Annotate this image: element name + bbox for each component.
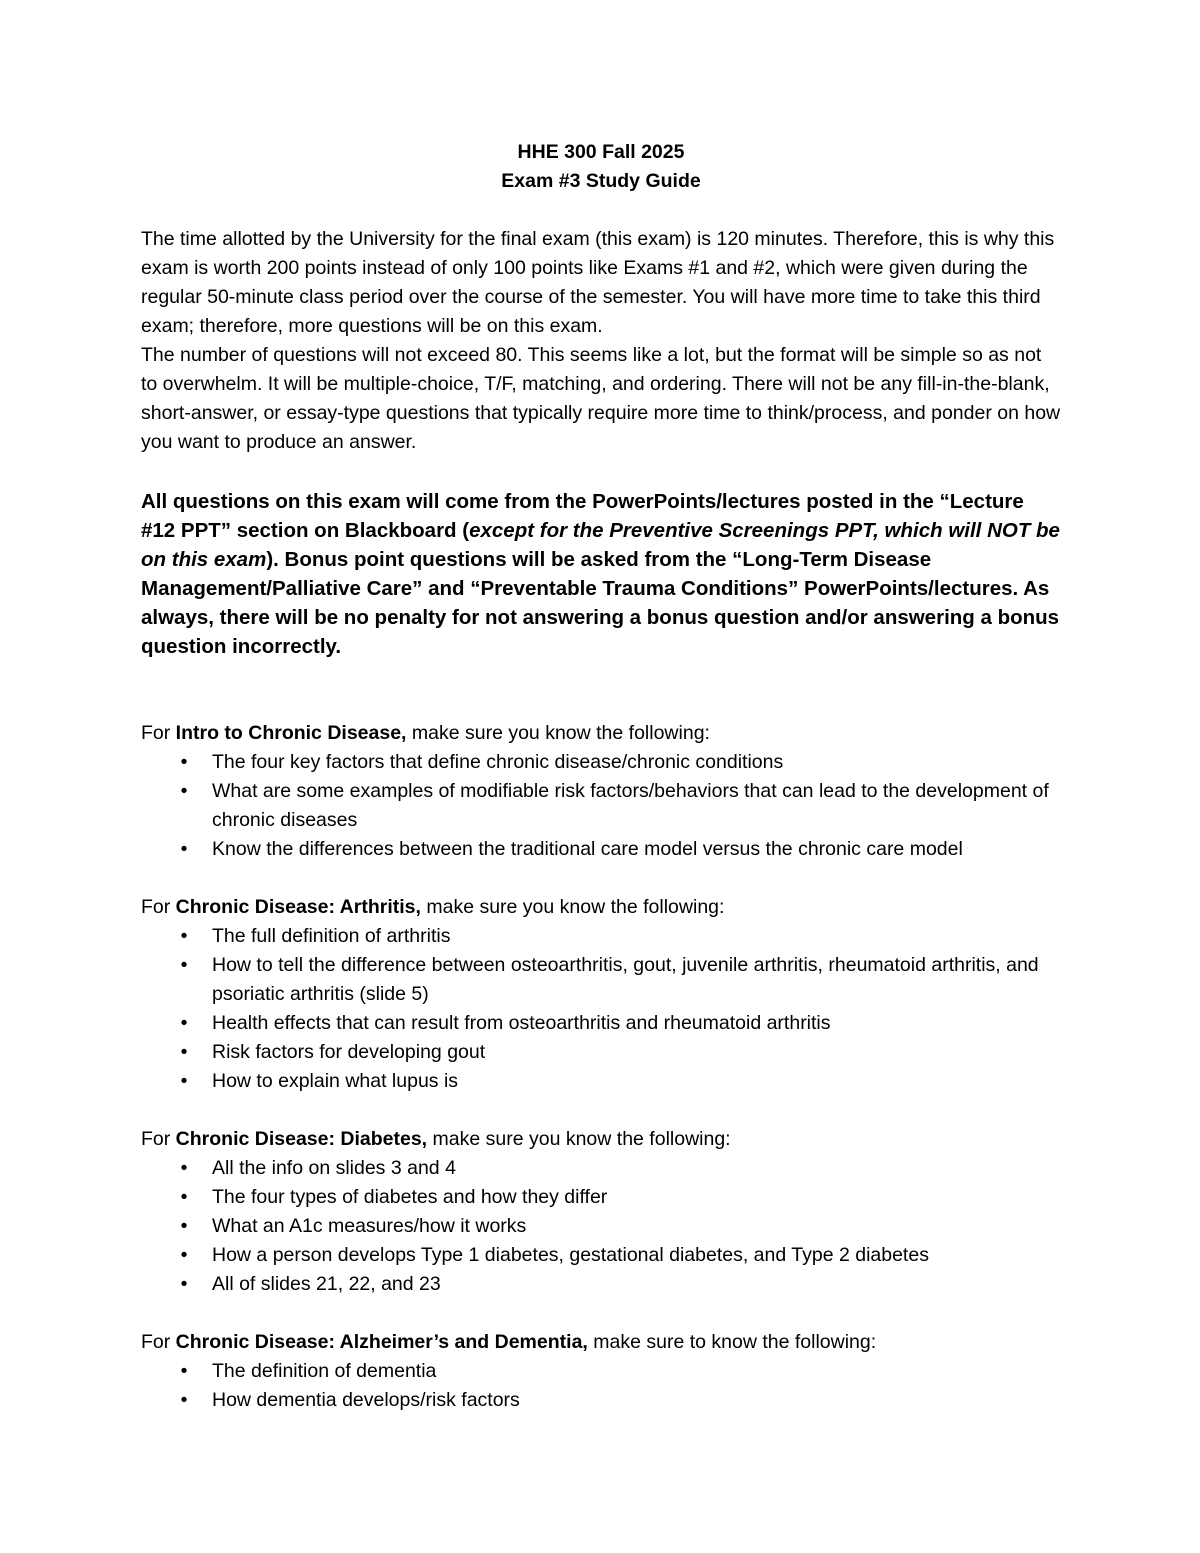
list-item-text: The four key factors that define chronic disease/chronic conditions [212, 751, 784, 773]
section-topic: Chronic Disease: Arthritis, [175, 896, 421, 918]
list-item-text: How a person develops Type 1 diabetes, gestational diabetes, and Type 2 diabetes [212, 1244, 929, 1266]
bullet-icon: • [180, 1041, 188, 1063]
list-item-text: Health effects that can result from osteoarthritis and rheumatoid arthritis [212, 1012, 831, 1034]
section-alzheimers-dementia [141, 1328, 1061, 1415]
exam-content-notice [141, 487, 1061, 661]
list-item-text: Know the differences between the traditional care model versus the chronic care model [212, 838, 963, 860]
bullet-icon: • [180, 1244, 188, 1266]
bullet-icon: • [180, 780, 188, 802]
list-item [141, 1212, 1061, 1241]
list-item-text: All of slides 21, 22, and 23 [212, 1273, 441, 1295]
list-item-text: The full definition of arthritis [212, 925, 451, 947]
section-arthritis [141, 893, 1061, 1096]
course-title: HHE 300 Fall 2025 [517, 141, 685, 163]
list-item-text: The four types of diabetes and how they differ [212, 1186, 608, 1208]
list-item [141, 777, 1061, 835]
list-item [141, 1154, 1061, 1183]
list-item [141, 922, 1061, 951]
list-item-text: What an A1c measures/how it works [212, 1215, 527, 1237]
section-topic: Chronic Disease: Diabetes, [175, 1128, 428, 1150]
section-heading [141, 719, 1061, 748]
list-item-text: How dementia develops/risk factors [212, 1389, 520, 1411]
heading-prefix: For [141, 1331, 176, 1353]
list-item-text: All the info on slides 3 and 4 [212, 1157, 456, 1179]
topic-list [141, 1154, 1061, 1299]
bullet-icon: • [180, 954, 188, 976]
section-diabetes [141, 1125, 1061, 1299]
bullet-icon: • [180, 1273, 188, 1295]
intro-paragraph-format: The number of questions will not exceed 80. This seems like a lot, but the format will be simple so as not to overwhelm. It will be multiple-choice, T/F, matching, and ordering. There will not be any fill-in-the-blank, short-answer, or essay-type questions that typically require more time to think/process, and ponder on how you want to produce an answer. [141, 344, 1061, 453]
list-item [141, 1183, 1061, 1212]
list-item [141, 1009, 1061, 1038]
bullet-icon: • [180, 925, 188, 947]
list-item [141, 951, 1061, 1009]
section-heading [141, 1328, 1061, 1357]
list-item [141, 1067, 1061, 1096]
list-item [141, 1038, 1061, 1067]
heading-prefix: For [141, 896, 176, 918]
heading-prefix: For [141, 722, 176, 744]
document-header [141, 138, 1061, 196]
list-item [141, 1357, 1061, 1386]
heading-suffix: make sure you know the following: [406, 722, 710, 744]
list-item [141, 1241, 1061, 1270]
list-item [141, 835, 1061, 864]
section-intro-chronic-disease [141, 719, 1061, 864]
topic-list [141, 922, 1061, 1096]
bullet-icon: • [180, 1215, 188, 1237]
section-heading [141, 1125, 1061, 1154]
heading-prefix: For [141, 1128, 176, 1150]
heading-suffix: make sure to know the following: [587, 1331, 877, 1353]
section-heading [141, 893, 1061, 922]
bullet-icon: • [180, 1070, 188, 1092]
heading-suffix: make sure you know the following: [427, 1128, 731, 1150]
intro-paragraph-time: The time allotted by the University for the final exam (this exam) is 120 minutes. Therefore, this is why this exam is worth 200 points instead of only 100 points like Exams #1 and #2, which were given during the regular 50-minute class period over the course of the semester. You will have more time to take this third exam; therefore, more questions will be on this exam. [141, 228, 1055, 337]
list-item-text: How to tell the difference between osteoarthritis, gout, juvenile arthritis, rheumatoid arthritis, and psoriatic arthritis (slide 5) [212, 954, 1039, 1005]
list-item-text: The definition of dementia [212, 1360, 437, 1382]
topic-list [141, 1357, 1061, 1415]
intro-text [141, 225, 1061, 457]
heading-suffix: make sure you know the following: [420, 896, 725, 918]
list-item [141, 1386, 1061, 1415]
bullet-icon: • [180, 838, 188, 860]
bullet-icon: • [180, 1360, 188, 1382]
list-item-text: What are some examples of modifiable risk factors/behaviors that can lead to the development of chronic diseases [212, 780, 1049, 831]
exam-title: Exam #3 Study Guide [501, 170, 701, 192]
list-item-text: Risk factors for developing gout [212, 1041, 486, 1063]
bullet-icon: • [180, 1012, 188, 1034]
topic-list [141, 748, 1061, 864]
section-topic: Chronic Disease: Alzheimer’s and Dementia, [175, 1331, 588, 1353]
study-guide-page [141, 138, 1061, 1444]
notice-exception-text: except for the Preventive Screenings PPT, which will NOT be on this exam [141, 519, 1060, 571]
list-item [141, 1270, 1061, 1299]
section-topic: Intro to Chronic Disease, [175, 722, 407, 744]
notice-text-part1: All questions on this exam will come from the PowerPoints/lectures posted in the “Lecture #12 PPT” section on Blackboard ( [141, 490, 1024, 542]
bullet-icon: • [180, 1389, 188, 1411]
list-item-text: How to explain what lupus is [212, 1070, 459, 1092]
list-item [141, 748, 1061, 777]
bullet-icon: • [180, 1157, 188, 1179]
bullet-icon: • [180, 1186, 188, 1208]
bullet-icon: • [180, 751, 188, 773]
notice-text-part2: ). Bonus point questions will be asked from the “Long-Term Disease Management/Palliative Care” and “Preventable Trauma Conditions” PowerPoints/lectures. As always, there will be no penalty for not answering a bonus question and/or answering a bonus question incorrectly. [141, 548, 1060, 658]
